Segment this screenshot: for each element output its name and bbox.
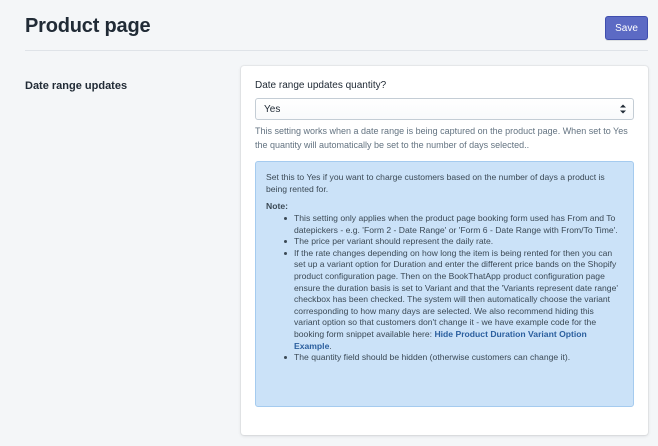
info-note-box [255, 161, 634, 407]
list-item [294, 213, 621, 236]
list-item [294, 248, 621, 352]
page-header [0, 0, 658, 50]
date-range-quantity-label: Date range updates quantity? [255, 80, 387, 91]
hide-duration-variant-link[interactable]: Hide Product Duration Variant Option Example [294, 328, 587, 351]
note-item-text: The quantity field should be hidden (otherwise customers can change it). [294, 352, 571, 363]
page-title: Product page [25, 15, 151, 37]
link-suffix: . [329, 340, 332, 351]
section-title: Date range updates [25, 80, 128, 92]
note-list [266, 213, 621, 364]
info-intro: Set this to Yes if you want to charge customers based on the number of days a product is being rented for. [266, 172, 605, 194]
note-item-text: The price per variant should represent the daily rate. [294, 236, 494, 247]
note-item-text: This setting only applies when the product page booking form used has From and To datepickers - e.g. 'Form 2 - Date Range' or 'Form 6 - Date Range with From/To Time'. [294, 213, 618, 235]
list-item [294, 352, 621, 364]
header-divider [25, 50, 648, 51]
date-range-quantity-select[interactable] [255, 98, 634, 120]
select-value: Yes [264, 104, 281, 115]
note-label: Note: [266, 201, 288, 211]
list-item [294, 236, 621, 248]
note-item-text: If the rate changes depending on how long the item is being rented for then you can set up a variant option for Duration and enter the different price bands on the Shopify product configuration page. Then on the BookThatApp product configuration page ensure the duration basis is set to Variant and that the 'Variants represent date range' checkbox has been checked. The system will then automatically choose the variant corresponding to how many days are selected. We also recommend hiding this variant option so that customers don't change it - we have example code for the booking form snippet available here: [294, 247, 618, 339]
select-arrows-icon [619, 102, 627, 116]
save-button[interactable]: Save [605, 16, 648, 40]
settings-card [241, 66, 648, 435]
field-help-text: This setting works when a date range is being captured on the product page. When set to Yes the quantity will automatically be set to the number of days selected.. [255, 126, 628, 150]
